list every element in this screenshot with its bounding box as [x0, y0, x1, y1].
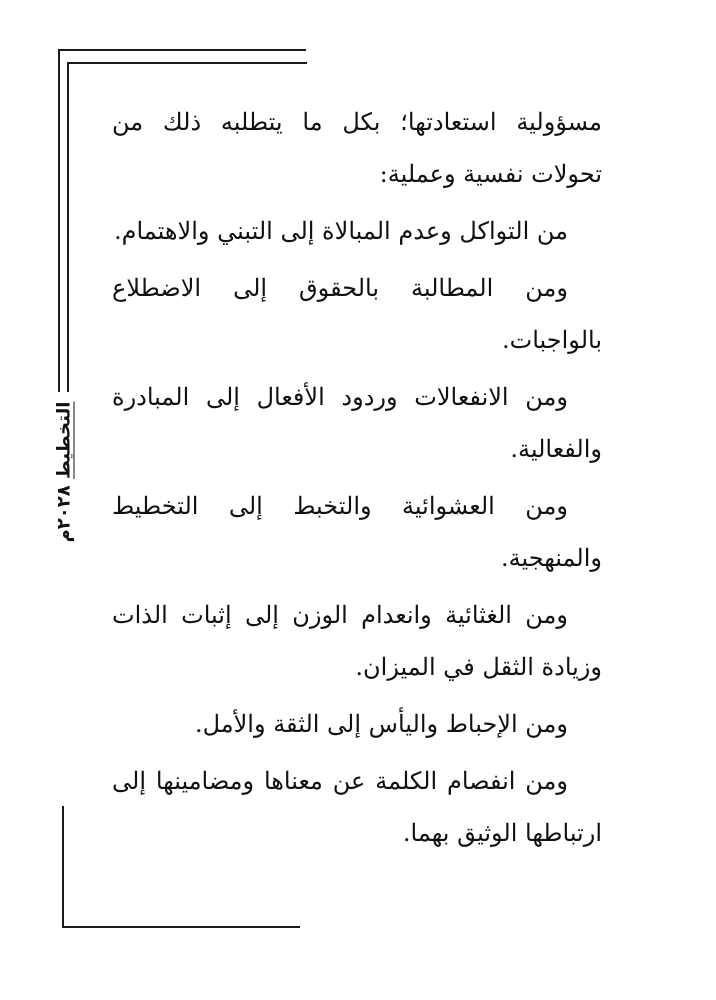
frame-line-top-inner: [67, 62, 307, 64]
frame-line-bottom-vertical: [62, 806, 64, 928]
page-body: [112, 96, 602, 864]
frame-line-top-outer: [58, 49, 306, 51]
paragraph-2: ومن المطالبة بالحقوق إلى الاضطلاع بالواجبات.: [112, 274, 602, 354]
paragraph-0: مسؤولية استعادتها؛ بكل ما يتطلبه ذلك من تحولات نفسية وعملية:: [112, 108, 602, 188]
paragraph-7: ومن انفصام الكلمة عن معناها ومضامينها إلى ارتباطها الوثيق بهما.: [112, 767, 602, 847]
paragraph-1: من التواكل وعدم المبالاة إلى التبني والاهتمام.: [113, 217, 568, 245]
paragraph-4: ومن العشوائية والتخبط إلى التخطيط والمنهجية.: [112, 492, 602, 572]
paragraph-5: ومن الغثائية وانعدام الوزن إلى إثبات الذات وزيادة الثقل في الميزان.: [112, 601, 602, 681]
running-header-year: ٢٠٢٨م: [53, 485, 75, 543]
paragraph-6: ومن الإحباط واليأس إلى الثقة والأمل.: [194, 710, 568, 738]
paragraph-3: ومن الانفعالات وردود الأفعال إلى المبادرة والفعالية.: [112, 383, 602, 463]
frame-line-left-inner: [67, 62, 69, 392]
frame-line-left-outer: [58, 49, 60, 392]
running-header: [54, 402, 75, 543]
frame-line-bottom-horizontal: [62, 926, 300, 928]
running-header-title: التخطيط: [53, 401, 75, 479]
